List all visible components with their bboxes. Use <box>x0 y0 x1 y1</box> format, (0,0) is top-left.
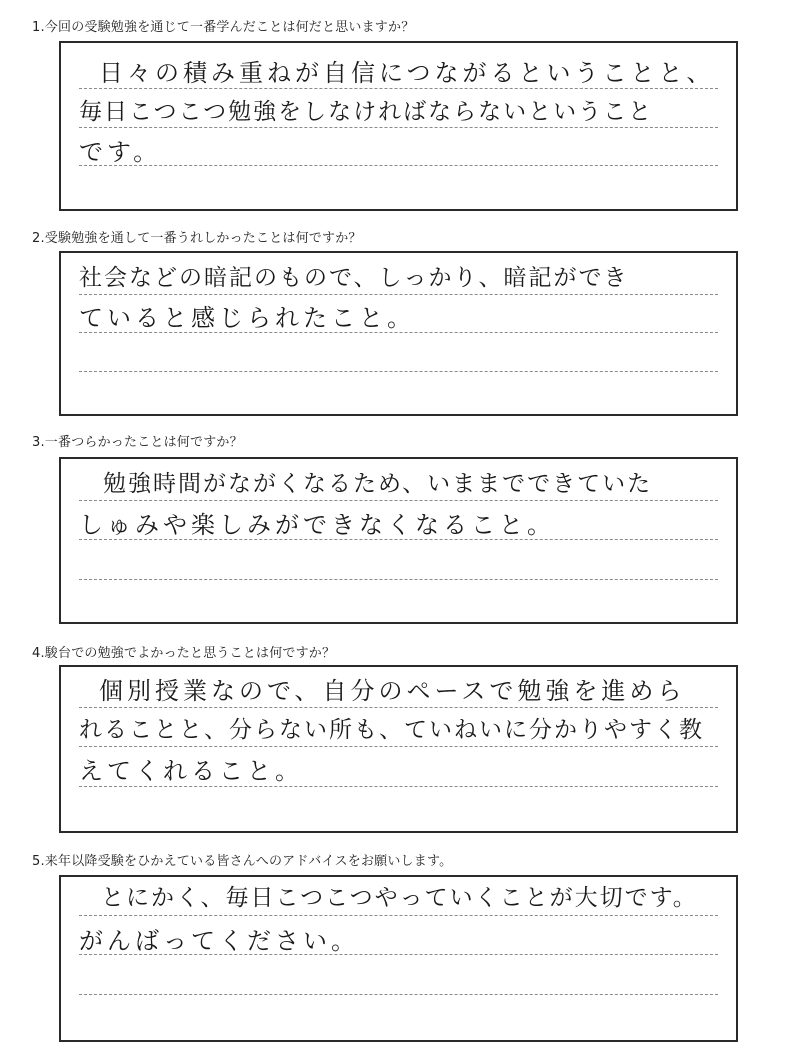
question-5-text: 5.来年以降受験をひかえている皆さんへのアドバイスをお願いします。 <box>32 854 453 869</box>
ruled-line <box>79 539 718 540</box>
answer-4-line-2: れることと、分らない所も、ていねいに分かりやすく教 <box>79 717 704 743</box>
question-2-text: 2.受験勉強を通して一番うれしかったことは何ですか？ <box>32 231 362 246</box>
answer-5-line-1: とにかく、毎日こつこつやっていくことが大切です。 <box>101 885 698 911</box>
ruled-line <box>79 127 718 128</box>
answer-2-line-1: 社会などの暗記のもので、しっかり、暗記ができ <box>79 265 629 291</box>
answer-3-line-1: 勉強時間がながくなるため、いままでできていた <box>103 471 653 497</box>
ruled-line <box>79 994 718 995</box>
answer-box-2 <box>59 251 738 416</box>
ruled-line <box>79 915 718 916</box>
answer-4-line-3: えてくれること。 <box>79 757 303 785</box>
ruled-line <box>79 371 718 372</box>
ruled-line <box>79 786 718 787</box>
ruled-line <box>79 332 718 333</box>
ruled-line <box>79 579 718 580</box>
ruled-line <box>79 88 718 89</box>
answer-box-3 <box>59 457 738 624</box>
ruled-line <box>79 954 718 955</box>
answer-1-line-3: です。 <box>79 138 162 166</box>
ruled-line <box>79 746 718 747</box>
answer-box-1 <box>59 41 738 211</box>
ruled-line <box>79 707 718 708</box>
answer-box-4 <box>59 665 738 833</box>
answer-1-line-1: 日々の積み重ねが自信につながるということと、 <box>99 59 715 87</box>
question-3-text: 3.一番つらかったことは何ですか？ <box>32 435 243 450</box>
answer-2-line-2: ていると感じられたこと。 <box>79 304 415 332</box>
answer-4-line-1: 個別授業なので、自分のペースで勉強を進めら <box>99 677 686 705</box>
question-4-text: 4.駿台での勉強でよかったと思うことは何ですか？ <box>32 646 336 661</box>
answer-1-line-2: 毎日こつこつ勉強をしなければならないということ <box>79 99 654 125</box>
answer-5-line-2: がんばってください。 <box>79 927 359 955</box>
answer-3-line-2: しゅみや楽しみができなくなること。 <box>79 511 555 539</box>
question-1-text: 1.今回の受験勉強を通じて一番学んだことは何だと思いますか？ <box>32 20 415 35</box>
ruled-line <box>79 294 718 295</box>
ruled-line <box>79 500 718 501</box>
answer-box-5 <box>59 875 738 1042</box>
ruled-line <box>79 165 718 166</box>
